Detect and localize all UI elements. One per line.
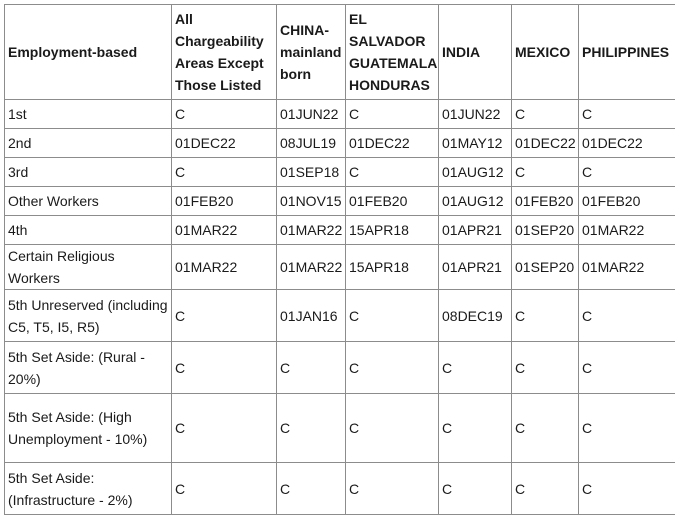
table-cell: 01SEP18 <box>277 158 346 187</box>
table-cell: 01DEC22 <box>579 129 675 158</box>
table-cell: 08JUL19 <box>277 129 346 158</box>
table-cell: C <box>579 158 675 187</box>
table-row <box>5 342 675 394</box>
table-cell: C <box>579 394 675 463</box>
table-cell: C <box>172 100 277 129</box>
header-china: CHINA-mainland born <box>277 5 346 100</box>
table-cell: C <box>346 290 439 342</box>
row-category: 5th Set Aside: (High Unemployment - 10%) <box>5 394 172 463</box>
row-category: Certain Religious Workers <box>5 245 172 290</box>
row-category: 5th Set Aside: (Rural - 20%) <box>5 342 172 394</box>
table-cell: C <box>579 342 675 394</box>
row-category: 5th Unreserved (including C5, T5, I5, R5) <box>5 290 172 342</box>
table-row <box>5 100 675 129</box>
header-employment-based: Employment-based <box>5 5 172 100</box>
table-cell: C <box>439 394 512 463</box>
table-cell: 01FEB20 <box>579 187 675 216</box>
table-cell: 01DEC22 <box>346 129 439 158</box>
table-cell: 01APR21 <box>439 245 512 290</box>
table-cell: C <box>172 394 277 463</box>
table-cell: C <box>346 100 439 129</box>
row-category: 5th Set Aside: (Infrastructure - 2%) <box>5 463 172 515</box>
table-cell: C <box>277 463 346 515</box>
table-cell: 01FEB20 <box>172 187 277 216</box>
row-category: 3rd <box>5 158 172 187</box>
table-row <box>5 394 675 463</box>
table-cell: C <box>346 463 439 515</box>
table-cell: C <box>512 290 579 342</box>
table-cell: C <box>172 158 277 187</box>
table-cell: C <box>439 463 512 515</box>
table-cell: C <box>512 100 579 129</box>
table-cell: C <box>277 342 346 394</box>
header-el-salvador: EL SALVADOR GUATEMALA HONDURAS <box>346 5 439 100</box>
table-cell: C <box>439 342 512 394</box>
table-cell: 15APR18 <box>346 216 439 245</box>
table-cell: 01SEP20 <box>512 216 579 245</box>
table-cell: 01MAY12 <box>439 129 512 158</box>
table-cell: C <box>172 463 277 515</box>
header-india: INDIA <box>439 5 512 100</box>
table-cell: 01MAR22 <box>277 245 346 290</box>
table-cell: 15APR18 <box>346 245 439 290</box>
table-row <box>5 463 675 515</box>
table-cell: C <box>277 394 346 463</box>
table-cell: 01MAR22 <box>579 216 675 245</box>
row-category: 4th <box>5 216 172 245</box>
table-cell: C <box>172 342 277 394</box>
visa-bulletin-table <box>4 4 675 515</box>
row-category: 2nd <box>5 129 172 158</box>
table-cell: C <box>346 158 439 187</box>
table-cell: 01FEB20 <box>346 187 439 216</box>
table-row <box>5 245 675 290</box>
table-row <box>5 187 675 216</box>
header-row <box>5 5 675 100</box>
table-cell: C <box>579 100 675 129</box>
table-cell: 01MAR22 <box>579 245 675 290</box>
table-row <box>5 129 675 158</box>
table-cell: 01SEP20 <box>512 245 579 290</box>
table-cell: 01DEC22 <box>512 129 579 158</box>
table-cell: 08DEC19 <box>439 290 512 342</box>
table-cell: 01MAR22 <box>172 216 277 245</box>
table-cell: 01NOV15 <box>277 187 346 216</box>
table-cell: 01DEC22 <box>172 129 277 158</box>
table-cell: C <box>512 158 579 187</box>
table-cell: 01JUN22 <box>277 100 346 129</box>
table-cell: 01FEB20 <box>512 187 579 216</box>
table-cell: 01JAN16 <box>277 290 346 342</box>
table-cell: C <box>346 394 439 463</box>
row-category: Other Workers <box>5 187 172 216</box>
table-row <box>5 216 675 245</box>
table-cell: 01AUG12 <box>439 158 512 187</box>
table-cell: 01MAR22 <box>277 216 346 245</box>
table-cell: C <box>512 463 579 515</box>
table-cell: 01JUN22 <box>439 100 512 129</box>
table-cell: C <box>512 394 579 463</box>
table-row <box>5 290 675 342</box>
table-cell: C <box>579 463 675 515</box>
row-category: 1st <box>5 100 172 129</box>
header-all-chargeability: All Chargeability Areas Except Those Listed <box>172 5 277 100</box>
table-cell: C <box>579 290 675 342</box>
header-philippines: PHILIPPINES <box>579 5 675 100</box>
table-cell: C <box>172 290 277 342</box>
table-cell: C <box>346 342 439 394</box>
table-cell: C <box>512 342 579 394</box>
table-cell: 01AUG12 <box>439 187 512 216</box>
table-row <box>5 158 675 187</box>
table-cell: 01MAR22 <box>172 245 277 290</box>
table-cell: 01APR21 <box>439 216 512 245</box>
header-mexico: MEXICO <box>512 5 579 100</box>
